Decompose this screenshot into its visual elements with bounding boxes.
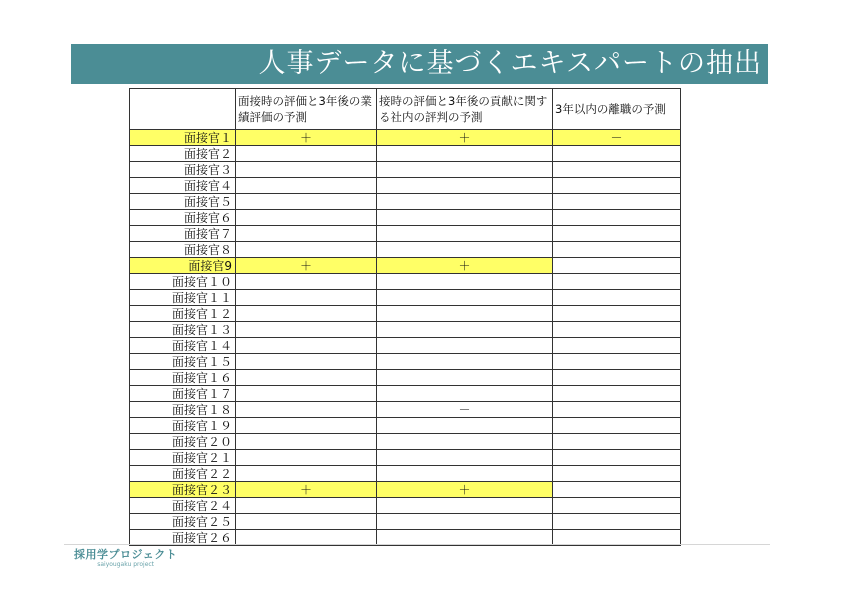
prediction-mark-cell (236, 466, 377, 482)
table-row (130, 274, 681, 290)
interviewer-name-cell: 面接官５ (130, 194, 236, 210)
prediction-mark-cell (553, 402, 681, 418)
prediction-mark-cell (553, 162, 681, 178)
prediction-mark-cell (377, 514, 553, 530)
prediction-mark-cell (377, 434, 553, 450)
header-turnover-prediction: 3年以内の離職の予測 (553, 89, 681, 130)
prediction-mark-cell (236, 194, 377, 210)
interviewer-name-cell: 面接官２６ (130, 530, 236, 546)
prediction-mark-cell: ＋ (377, 130, 553, 146)
prediction-mark-cell (236, 178, 377, 194)
prediction-mark-cell (377, 242, 553, 258)
prediction-mark-cell (236, 306, 377, 322)
prediction-mark-cell (236, 242, 377, 258)
prediction-mark-cell (553, 306, 681, 322)
prediction-mark-cell (236, 338, 377, 354)
interviewer-name-cell: 面接官１７ (130, 386, 236, 402)
prediction-mark-cell (553, 194, 681, 210)
interviewer-name-cell: 面接官１４ (130, 338, 236, 354)
interviewer-name-cell: 面接官２０ (130, 434, 236, 450)
prediction-mark-cell (236, 386, 377, 402)
prediction-mark-cell: ＋ (236, 258, 377, 274)
prediction-mark-cell (377, 466, 553, 482)
prediction-mark-cell: ＋ (236, 482, 377, 498)
logo-sub-text: saiyougaku project (97, 561, 155, 568)
table-row (130, 434, 681, 450)
table-row (130, 162, 681, 178)
table-row (130, 130, 681, 146)
prediction-mark-cell (377, 306, 553, 322)
prediction-mark-cell (553, 226, 681, 242)
prediction-mark-cell (377, 386, 553, 402)
table-row (130, 450, 681, 466)
project-logo (74, 549, 177, 569)
prediction-mark-cell (553, 322, 681, 338)
interviewer-name-cell: 面接官２ (130, 146, 236, 162)
interviewer-table (129, 88, 681, 546)
interviewer-name-cell: 面接官４ (130, 178, 236, 194)
interviewer-name-cell: 面接官１０ (130, 274, 236, 290)
table-row (130, 210, 681, 226)
prediction-mark-cell (236, 162, 377, 178)
table-row (130, 482, 681, 498)
prediction-mark-cell (236, 274, 377, 290)
prediction-mark-cell (377, 450, 553, 466)
prediction-mark-cell (553, 354, 681, 370)
interviewer-name-cell: 面接官７ (130, 226, 236, 242)
title-banner (71, 44, 768, 84)
header-reputation-prediction: 接時の評価と3年後の貢献に関する社内の評判の予測 (377, 89, 553, 130)
prediction-mark-cell (236, 146, 377, 162)
prediction-mark-cell (236, 226, 377, 242)
interviewer-name-cell: 面接官８ (130, 242, 236, 258)
prediction-mark-cell (377, 146, 553, 162)
prediction-mark-cell (377, 322, 553, 338)
prediction-mark-cell (236, 434, 377, 450)
prediction-mark-cell (236, 514, 377, 530)
interviewer-name-cell: 面接官１ (130, 130, 236, 146)
interviewer-name-cell: 面接官６ (130, 210, 236, 226)
interviewer-name-cell: 面接官２３ (130, 482, 236, 498)
prediction-mark-cell: － (553, 130, 681, 146)
prediction-mark-cell (553, 386, 681, 402)
prediction-mark-cell (377, 210, 553, 226)
prediction-mark-cell (377, 354, 553, 370)
prediction-mark-cell (553, 242, 681, 258)
prediction-mark-cell (553, 338, 681, 354)
page-title: 人事データに基づくエキスパートの抽出 (258, 48, 762, 79)
footer-divider (64, 544, 770, 545)
interviewer-name-cell: 面接官３ (130, 162, 236, 178)
prediction-mark-cell (553, 450, 681, 466)
prediction-mark-cell: ＋ (377, 258, 553, 274)
table-row (130, 370, 681, 386)
prediction-mark-cell (236, 418, 377, 434)
table-row (130, 418, 681, 434)
table-row (130, 354, 681, 370)
table-row (130, 226, 681, 242)
interviewer-name-cell: 面接官１６ (130, 370, 236, 386)
prediction-mark-cell (377, 194, 553, 210)
interviewer-name-cell: 面接官２５ (130, 514, 236, 530)
table-row (130, 322, 681, 338)
prediction-mark-cell (553, 498, 681, 514)
table-row (130, 290, 681, 306)
prediction-mark-cell (553, 466, 681, 482)
prediction-mark-cell (236, 322, 377, 338)
interviewer-name-cell: 面接官１１ (130, 290, 236, 306)
table-row (130, 258, 681, 274)
prediction-mark-cell (553, 370, 681, 386)
prediction-mark-cell (553, 146, 681, 162)
prediction-mark-cell (236, 402, 377, 418)
prediction-mark-cell (236, 370, 377, 386)
prediction-mark-cell (377, 338, 553, 354)
prediction-mark-cell (553, 178, 681, 194)
prediction-mark-cell (553, 290, 681, 306)
prediction-mark-cell (236, 450, 377, 466)
interviewer-name-cell: 面接官9 (130, 258, 236, 274)
logo-main-text: 採用学プロジェクト (74, 548, 178, 561)
prediction-mark-cell (236, 498, 377, 514)
table-header-row (130, 89, 681, 130)
prediction-mark-cell (553, 434, 681, 450)
prediction-mark-cell: ＋ (377, 482, 553, 498)
prediction-mark-cell (377, 274, 553, 290)
prediction-mark-cell (236, 210, 377, 226)
prediction-mark-cell (377, 418, 553, 434)
interviewer-name-cell: 面接官２４ (130, 498, 236, 514)
prediction-mark-cell (377, 178, 553, 194)
prediction-mark-cell (377, 226, 553, 242)
prediction-mark-cell (553, 210, 681, 226)
header-performance-prediction: 面接時の評価と3年後の業績評価の予測 (236, 89, 377, 130)
table-row (130, 498, 681, 514)
table-row (130, 338, 681, 354)
table-row (130, 146, 681, 162)
prediction-mark-cell (236, 290, 377, 306)
prediction-mark-cell: ＋ (236, 130, 377, 146)
interviewer-name-cell: 面接官１３ (130, 322, 236, 338)
table-row (130, 306, 681, 322)
prediction-mark-cell (377, 498, 553, 514)
prediction-mark-cell (377, 290, 553, 306)
prediction-mark-cell (236, 354, 377, 370)
prediction-mark-cell (553, 482, 681, 498)
header-empty (130, 89, 236, 130)
interviewer-name-cell: 面接官１９ (130, 418, 236, 434)
table-row (130, 402, 681, 418)
table-body (130, 130, 681, 546)
prediction-mark-cell (553, 514, 681, 530)
interviewer-name-cell: 面接官１８ (130, 402, 236, 418)
interviewer-name-cell: 面接官２１ (130, 450, 236, 466)
table-row (130, 242, 681, 258)
prediction-mark-cell (553, 274, 681, 290)
prediction-mark-cell: － (377, 402, 553, 418)
prediction-mark-cell (553, 418, 681, 434)
prediction-mark-cell (377, 162, 553, 178)
table-row (130, 466, 681, 482)
interviewer-name-cell: 面接官２２ (130, 466, 236, 482)
interviewer-name-cell: 面接官１２ (130, 306, 236, 322)
table-row (130, 178, 681, 194)
table-row (130, 386, 681, 402)
prediction-mark-cell (377, 370, 553, 386)
table-row (130, 514, 681, 530)
table-row (130, 194, 681, 210)
interviewer-name-cell: 面接官１５ (130, 354, 236, 370)
prediction-mark-cell (553, 258, 681, 274)
